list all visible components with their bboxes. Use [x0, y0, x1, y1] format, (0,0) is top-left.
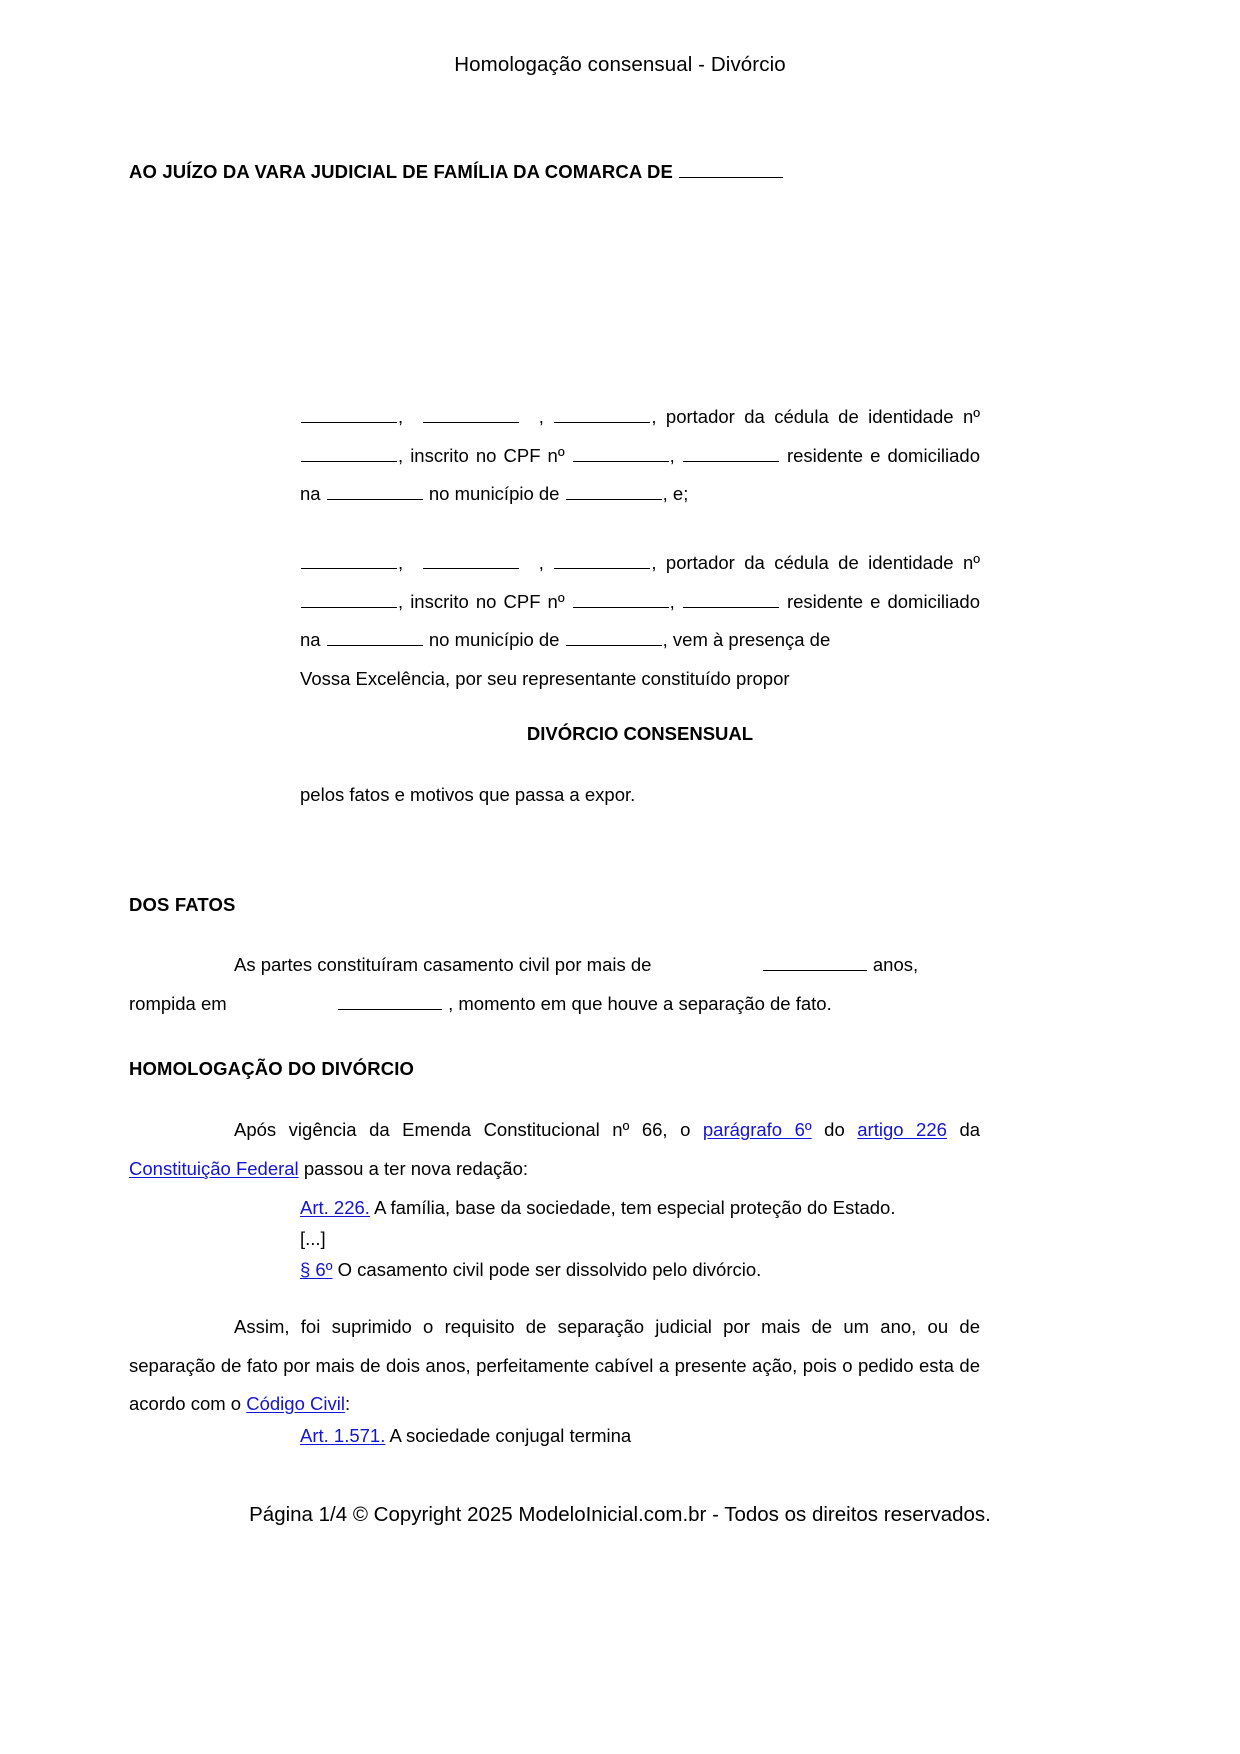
- link-paragrafo-6-quote[interactable]: § 6º: [300, 1259, 333, 1280]
- court-heading-text: AO JUÍZO DA VARA JUDICIAL DE FAMÍLIA DA COMARCA DE: [129, 161, 674, 182]
- homologacao-paragraph: [129, 1111, 980, 1188]
- party-two-paragraph: [300, 544, 980, 660]
- blank-party1-extra[interactable]: [683, 445, 779, 462]
- party2-seg4: nº: [962, 552, 980, 573]
- blank-party2-city[interactable]: [566, 629, 662, 646]
- party1-seg1: ,: [398, 406, 404, 427]
- assim-p2: :: [344, 1393, 351, 1414]
- quote-art-226-line: [300, 1192, 980, 1223]
- blank-party1-status[interactable]: [554, 406, 650, 423]
- party2-seg8: domiciliado na: [300, 590, 981, 650]
- homologacao-heading: HOMOLOGAÇÃO DO DIVÓRCIO: [129, 1058, 415, 1079]
- blank-party2-rg[interactable]: [301, 591, 397, 608]
- party1-seg4: nº: [962, 406, 980, 427]
- blank-party2-name[interactable]: [301, 552, 397, 569]
- blank-party1-address[interactable]: [327, 483, 423, 500]
- homologacao-paragraph-block: [129, 1111, 980, 1188]
- quote-art-226-text: A família, base da sociedade, tem especial proteção do Estado.: [374, 1197, 896, 1218]
- divorcio-consensual-heading: DIVÓRCIO CONSENSUAL: [526, 723, 754, 744]
- party2-seg5: , inscrito no CPF nº: [398, 590, 565, 612]
- link-art-1571[interactable]: Art. 1.571.: [300, 1425, 386, 1446]
- dos-fatos-heading: DOS FATOS: [129, 894, 236, 915]
- blank-party1-name[interactable]: [301, 406, 397, 423]
- homolog-p1: Após vigência da Emenda Constitucional nº 66, o: [234, 1119, 691, 1140]
- quote-art-1571-line: [300, 1420, 980, 1451]
- party1-seg5: , inscrito no CPF nº: [398, 444, 565, 466]
- party1-seg2: ,: [538, 406, 544, 427]
- running-header: Homologação consensual - Divórcio: [454, 53, 786, 76]
- party-two-block: [300, 544, 980, 698]
- party2-seg2: ,: [538, 552, 544, 573]
- quote-constituicao-block: [300, 1192, 980, 1285]
- link-art-226[interactable]: Art. 226.: [300, 1197, 370, 1218]
- blank-party2-address[interactable]: [327, 629, 423, 646]
- fatos-line2a: rompida em: [129, 992, 227, 1014]
- dos-fatos-paragraph: [129, 946, 980, 985]
- party2-seg7: residente e: [786, 590, 881, 612]
- pelos-fatos-text: pelos fatos e motivos que passa a expor.: [300, 784, 636, 805]
- party1-seg3: , portador da cédula de identidade: [651, 406, 954, 427]
- blank-party2-nationality[interactable]: [423, 552, 519, 569]
- party-one-block: [300, 398, 980, 514]
- party-one-paragraph: [300, 398, 980, 514]
- blank-comarca[interactable]: [679, 161, 783, 178]
- dos-fatos-paragraph-line2: [129, 985, 980, 1024]
- party1-seg10: , e;: [662, 483, 689, 504]
- homolog-p4: passou a ter nova redação:: [303, 1157, 529, 1179]
- court-heading: [129, 160, 980, 184]
- party1-seg7: residente e: [786, 444, 881, 466]
- party1-seg8: domiciliado na: [300, 444, 981, 504]
- assim-paragraph-block: [129, 1308, 980, 1424]
- party2-seg9: no município de: [428, 629, 560, 650]
- party-two-closing-line: Vossa Excelência, por seu representante constituído propor: [300, 667, 790, 689]
- link-artigo-226[interactable]: artigo 226: [857, 1119, 947, 1140]
- homolog-p3: da: [959, 1119, 981, 1140]
- blank-anos[interactable]: [763, 954, 867, 971]
- party2-seg10: , vem à presença de: [662, 629, 831, 650]
- quote-ellipsis: [...]: [300, 1228, 326, 1249]
- pelos-fatos-line: [300, 776, 980, 815]
- link-paragrafo-6[interactable]: parágrafo 6º: [702, 1119, 812, 1140]
- page-footer: Página 1/4 © Copyright 2025 ModeloInicial.com.br - Todos os direitos reservados.: [249, 1503, 991, 1526]
- party2-seg1: ,: [398, 552, 404, 573]
- assim-paragraph: [129, 1308, 980, 1424]
- link-constituicao-federal[interactable]: Constituição Federal: [129, 1157, 299, 1179]
- quote-paragrafo-6-text: O casamento civil pode ser dissolvido pelo divórcio.: [337, 1259, 762, 1280]
- blank-party1-rg[interactable]: [301, 445, 397, 462]
- blank-party1-cpf[interactable]: [573, 445, 669, 462]
- party2-seg3: , portador da cédula de identidade: [651, 552, 954, 573]
- party2-seg6: ,: [669, 590, 675, 612]
- blank-data-separacao[interactable]: [338, 993, 442, 1010]
- blank-party1-city[interactable]: [566, 483, 662, 500]
- blank-party2-status[interactable]: [554, 552, 650, 569]
- party1-seg9: no município de: [428, 483, 560, 504]
- dos-fatos-paragraph-block: [129, 946, 980, 1023]
- homolog-p2: do: [824, 1119, 845, 1140]
- blank-party2-cpf[interactable]: [573, 591, 669, 608]
- assim-p1: Assim, foi suprimido o requisito de separação judicial por mais de um ano, ou de separação de fato por mais de dois anos, perfeitamente cabível a presente ação, pois o pedido esta de acordo com o: [129, 1316, 980, 1414]
- blank-party1-nationality[interactable]: [423, 406, 519, 423]
- fatos-line1a: As partes constituíram casamento civil por mais de: [234, 954, 652, 975]
- quote-art-1571-text: A sociedade conjugal termina: [389, 1425, 632, 1446]
- quote-codigo-civil-block: [300, 1420, 980, 1451]
- quote-paragrafo-6-line: [300, 1254, 980, 1285]
- link-codigo-civil[interactable]: Código Civil: [246, 1393, 345, 1414]
- fatos-line2b: , momento em que houve a separação de fato.: [448, 992, 832, 1014]
- fatos-line1b: anos,: [872, 954, 919, 975]
- party1-seg6: ,: [669, 444, 675, 466]
- blank-party2-extra[interactable]: [683, 591, 779, 608]
